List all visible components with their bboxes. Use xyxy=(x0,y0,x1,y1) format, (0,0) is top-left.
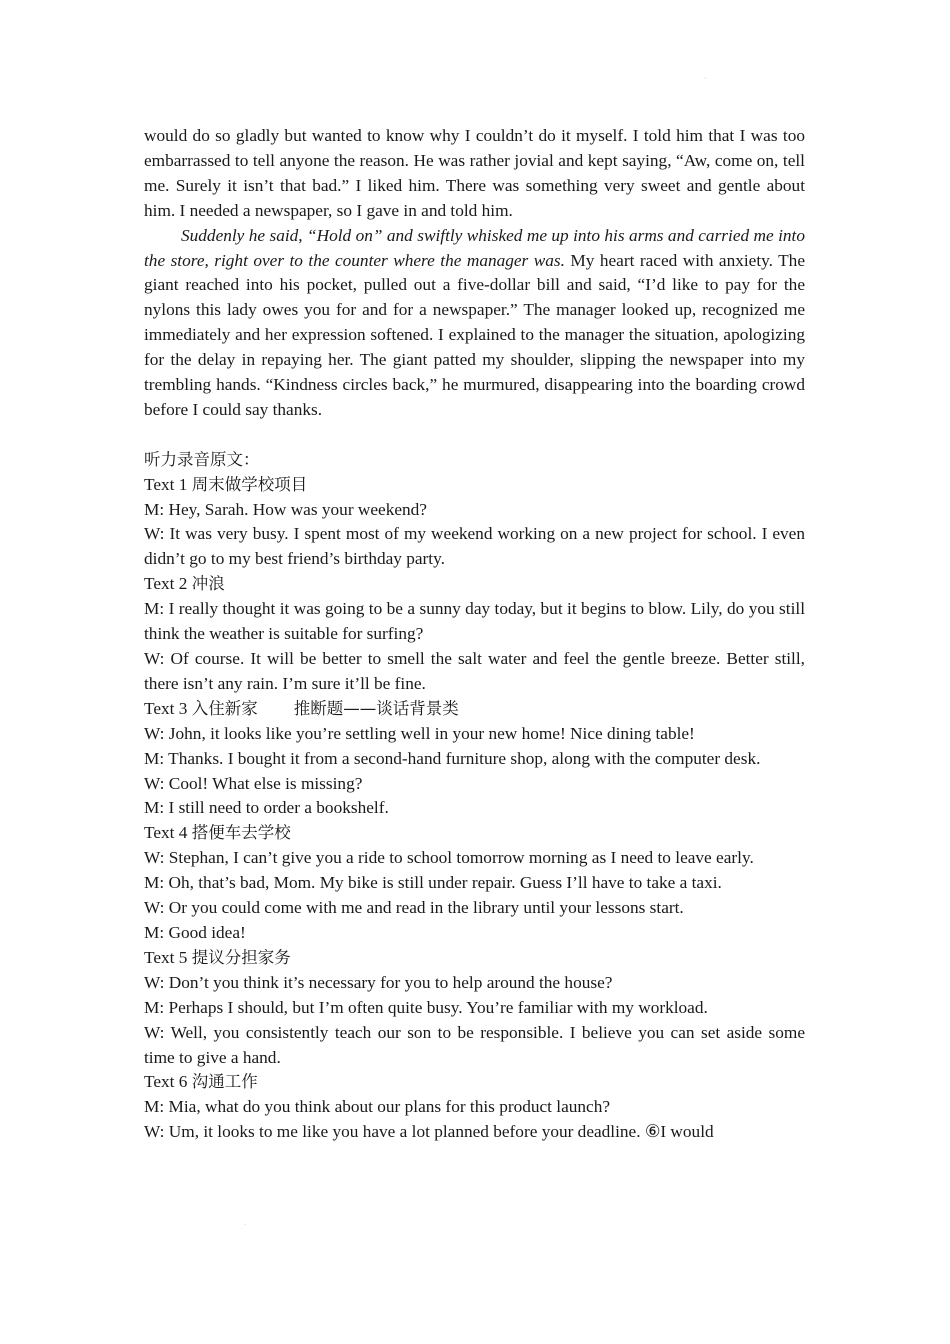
transcript-text-6 xyxy=(144,1070,805,1145)
text-title: 沟通工作 xyxy=(191,1072,258,1092)
dialogue-line: M: Thanks. I bought it from a second-hand furniture shop, along with the computer desk. xyxy=(144,748,761,768)
dialogue-line: W: John, it looks like you’re settling well in your new home! Nice dining table! xyxy=(144,723,695,743)
dialogue-line: W: Well, you consistently teach our son to be responsible. I believe you can set aside some time to give a hand. xyxy=(144,1022,805,1067)
text-heading xyxy=(144,697,805,722)
dialogue-line: M: Good idea! xyxy=(144,922,246,942)
story-paragraph-1: would do so gladly but wanted to know why I couldn’t do it myself. I told him that I was too embarrassed to tell anyone the reason. He was rather jovial and kept saying, “Aw, come on, tell me. Surely it isn’t that bad.” I liked him. There was something very sweet and gentle about him. I needed a newspaper, so I gave in and told him. xyxy=(144,126,805,220)
text-label: Text 6 xyxy=(144,1072,192,1092)
transcript-text-4 xyxy=(144,821,805,946)
text-heading xyxy=(144,821,805,846)
text-label: Text 4 xyxy=(144,823,192,843)
transcript-text-3 xyxy=(144,697,805,822)
dialogue-line: W: Or you could come with me and read in the library until your lessons start. xyxy=(144,898,684,918)
text-title: 周末做学校项目 xyxy=(191,474,308,494)
transcript-text-2 xyxy=(144,572,805,697)
dialogue-line: M: Hey, Sarah. How was your weekend? xyxy=(144,499,427,519)
text-heading xyxy=(144,1070,805,1095)
story-italic-sentence: Suddenly he said, “Hold on” and swiftly whisked me up into his arms and carried me into the store, right over to the counter where the manager was. xyxy=(144,225,805,270)
text-heading xyxy=(144,946,805,971)
transcript-heading: 听力录音原文： xyxy=(144,449,260,469)
text-label: Text 5 xyxy=(144,947,192,967)
transcript-text-1 xyxy=(144,473,805,573)
dialogue-line: M: Oh, that’s bad, Mom. My bike is still under repair. Guess I’ll have to take a taxi. xyxy=(144,873,722,893)
text-label: Text 1 xyxy=(144,474,192,494)
story-paragraph-2-rest: My heart raced with anxiety. The giant reached into his pocket, pulled out a five-dollar bill and said, “I’d like to pay for the nylons this lady owes you for and for a newspaper.” The manager looked up, recognized me immediately and her expression softened. I explained to the manager the situation, apologizing for the delay in repaying her. The giant patted my shoulder, slipping the newspaper into my trembling hands. “Kindness circles back,” he murmured, disappearing into the boarding crowd before I could say thanks. xyxy=(144,250,805,419)
dialogue-line: W: Stephan, I can’t give you a ride to school tomorrow morning as I need to leave early. xyxy=(144,848,754,868)
text-note: 推断题——谈话背景类 xyxy=(293,698,459,718)
dialogue-line: W: Of course. It will be better to smell the salt water and feel the gentle breeze. Better still, there isn’t any rain. I’m sure it’ll be fine. xyxy=(144,649,805,693)
story-paragraph-2 xyxy=(144,224,805,423)
page-mark-bottom: · xyxy=(244,1222,246,1228)
document-page xyxy=(144,124,805,1145)
text-title: 入住新家 xyxy=(191,698,258,718)
transcript-text-5 xyxy=(144,946,805,1071)
page-mark-top: · xyxy=(704,76,706,82)
dialogue-line: M: I still need to order a bookshelf. xyxy=(144,798,389,818)
text-label: Text 3 xyxy=(144,698,192,718)
dialogue-line: M: Perhaps I should, but I’m often quite busy. You’re familiar with my workload. xyxy=(144,997,708,1017)
dialogue-line: W: Um, it looks to me like you have a lot planned before your deadline. ⑥I would xyxy=(144,1122,714,1142)
dialogue-line: W: Cool! What else is missing? xyxy=(144,773,363,793)
text-title: 提议分担家务 xyxy=(191,947,291,967)
text-title: 冲浪 xyxy=(191,574,225,594)
text-title: 搭便车去学校 xyxy=(191,823,291,843)
text-heading xyxy=(144,572,805,597)
text-heading xyxy=(144,473,805,498)
text-label: Text 2 xyxy=(144,574,192,594)
dialogue-line: M: I really thought it was going to be a sunny day today, but it begins to blow. Lily, do you still think the weather is suitable for surfing? xyxy=(144,599,805,644)
dialogue-line: W: It was very busy. I spent most of my weekend working on a new project for school. I even didn’t go to my best friend’s birthday party. xyxy=(144,524,805,569)
dialogue-line: W: Don’t you think it’s necessary for you to help around the house? xyxy=(144,972,613,992)
dialogue-line: M: Mia, what do you think about our plans for this product launch? xyxy=(144,1097,611,1117)
blank-line xyxy=(144,423,805,448)
